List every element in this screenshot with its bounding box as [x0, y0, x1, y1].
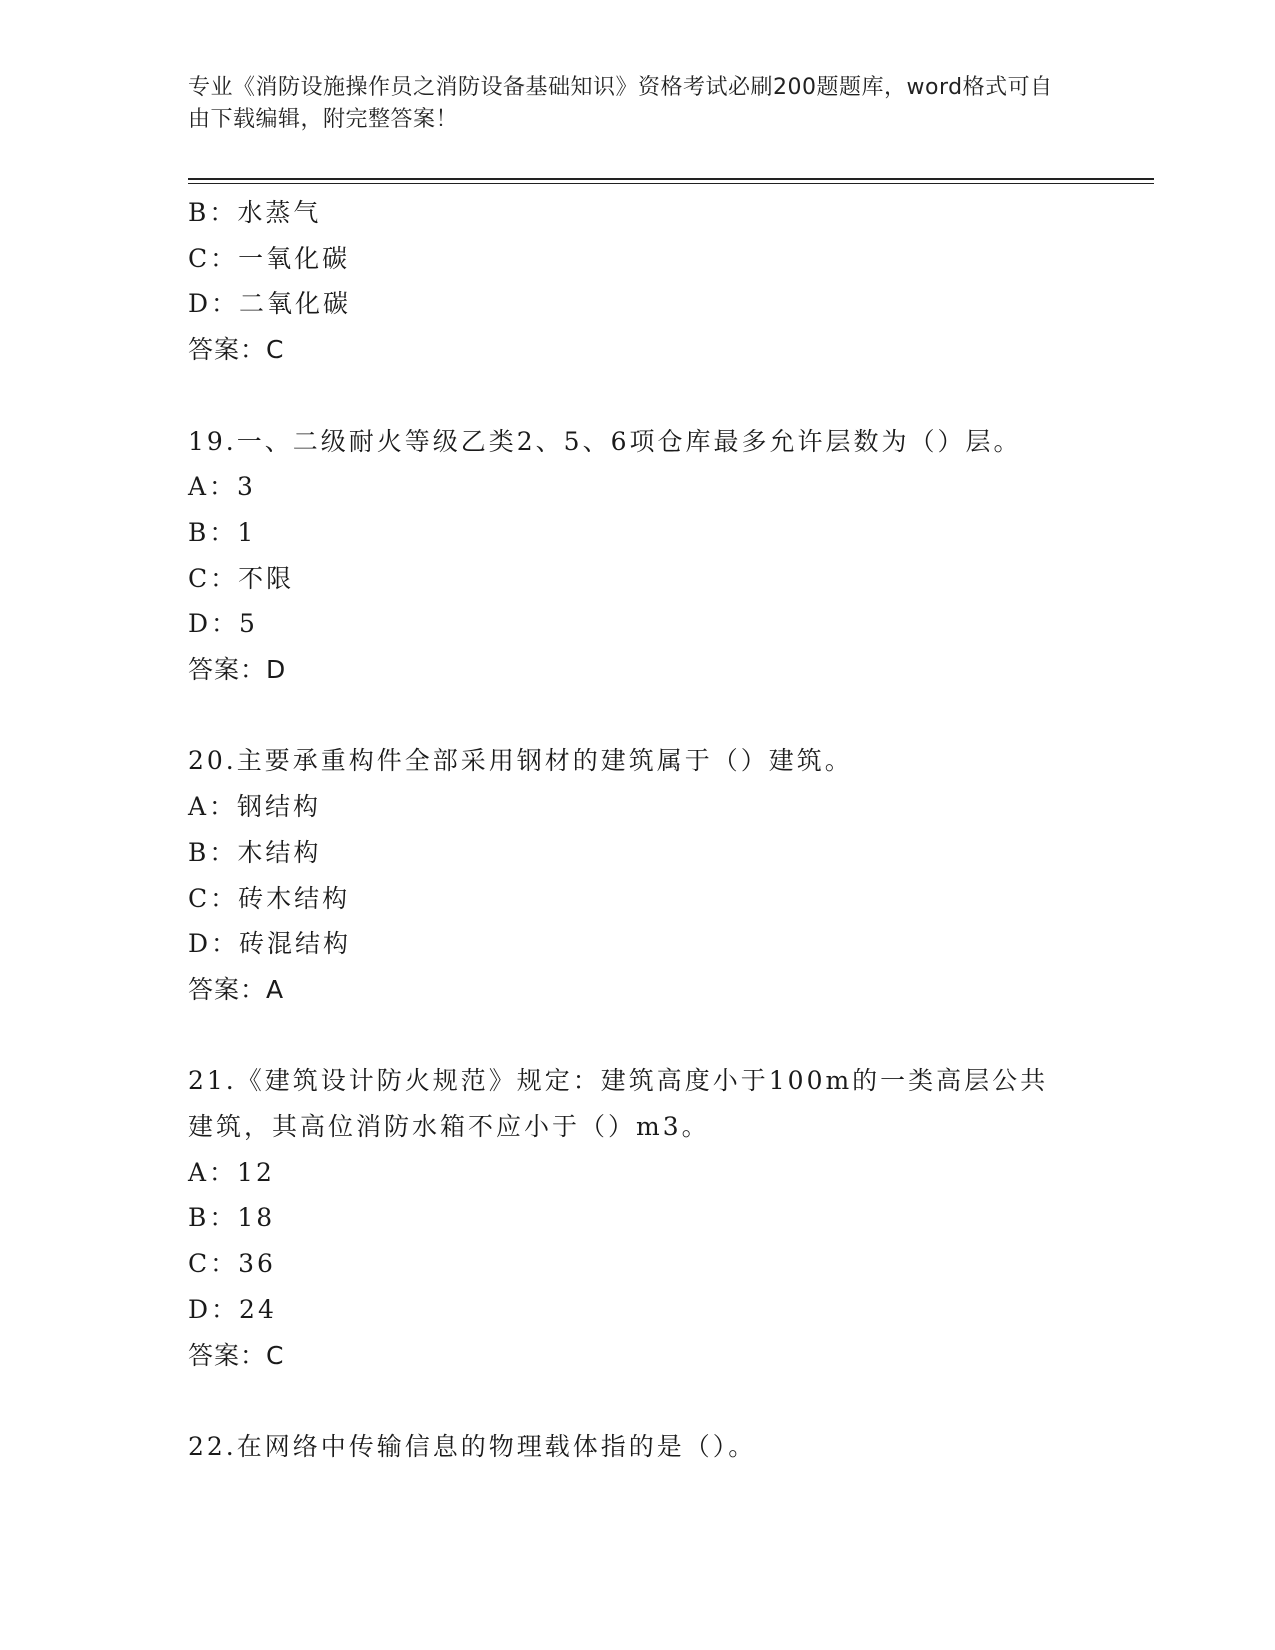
- option-d: D：砖混结构: [188, 929, 352, 959]
- answer: 答案：A: [188, 974, 285, 1004]
- option-c: C：36: [188, 1249, 276, 1279]
- question-text: 22.在网络中传输信息的物理载体指的是（）。: [188, 1431, 757, 1461]
- option-d: D：24: [188, 1294, 277, 1324]
- header-divider-thin: [188, 183, 1154, 184]
- question-block: [188, 1058, 1088, 1378]
- question-block: [188, 419, 1088, 693]
- question-text: 19.一、二级耐火等级乙类2、5、6项仓库最多允许层数为（）层。: [188, 426, 1022, 456]
- answer: 答案：C: [188, 1340, 285, 1370]
- option-d: D：二氧化碳: [188, 289, 352, 319]
- option-a: A：钢结构: [188, 792, 322, 822]
- question-text: 20.主要承重构件全部采用钢材的建筑属于（）建筑。: [188, 746, 853, 776]
- header-divider: [188, 178, 1154, 180]
- spacer: [188, 1378, 1088, 1424]
- question-list: [188, 190, 1088, 1470]
- option-b: B：木结构: [188, 837, 322, 867]
- spacer: [188, 1013, 1088, 1059]
- option-d: D：5: [188, 609, 258, 639]
- option-a: A：3: [188, 472, 256, 502]
- answer: 答案：C: [188, 335, 285, 365]
- option-b: B：水蒸气: [188, 198, 322, 227]
- question-block: [188, 1424, 1088, 1470]
- question-text: 21.《建筑设计防火规范》规定：建筑高度小于100m的一类高层公共建筑，其高位消防水箱不应小于（）m3。: [188, 1066, 1049, 1142]
- spacer: [188, 693, 1088, 739]
- question-block: [188, 738, 1088, 1012]
- answer: 答案：D: [188, 655, 287, 685]
- option-c: C：一氧化碳: [188, 243, 351, 273]
- spacer: [188, 373, 1088, 419]
- option-b: B：18: [188, 1203, 276, 1233]
- document-header: 专业《消防设施操作员之消防设备基础知识》资格考试必刷200题题库，word格式可自由下载编辑，附完整答案！: [188, 75, 1053, 132]
- option-c: C：砖木结构: [188, 883, 351, 913]
- option-c: C：不限: [188, 563, 295, 593]
- option-a: A：12: [188, 1157, 275, 1187]
- option-b: B：1: [188, 517, 257, 547]
- question-block-continued: [188, 190, 1088, 373]
